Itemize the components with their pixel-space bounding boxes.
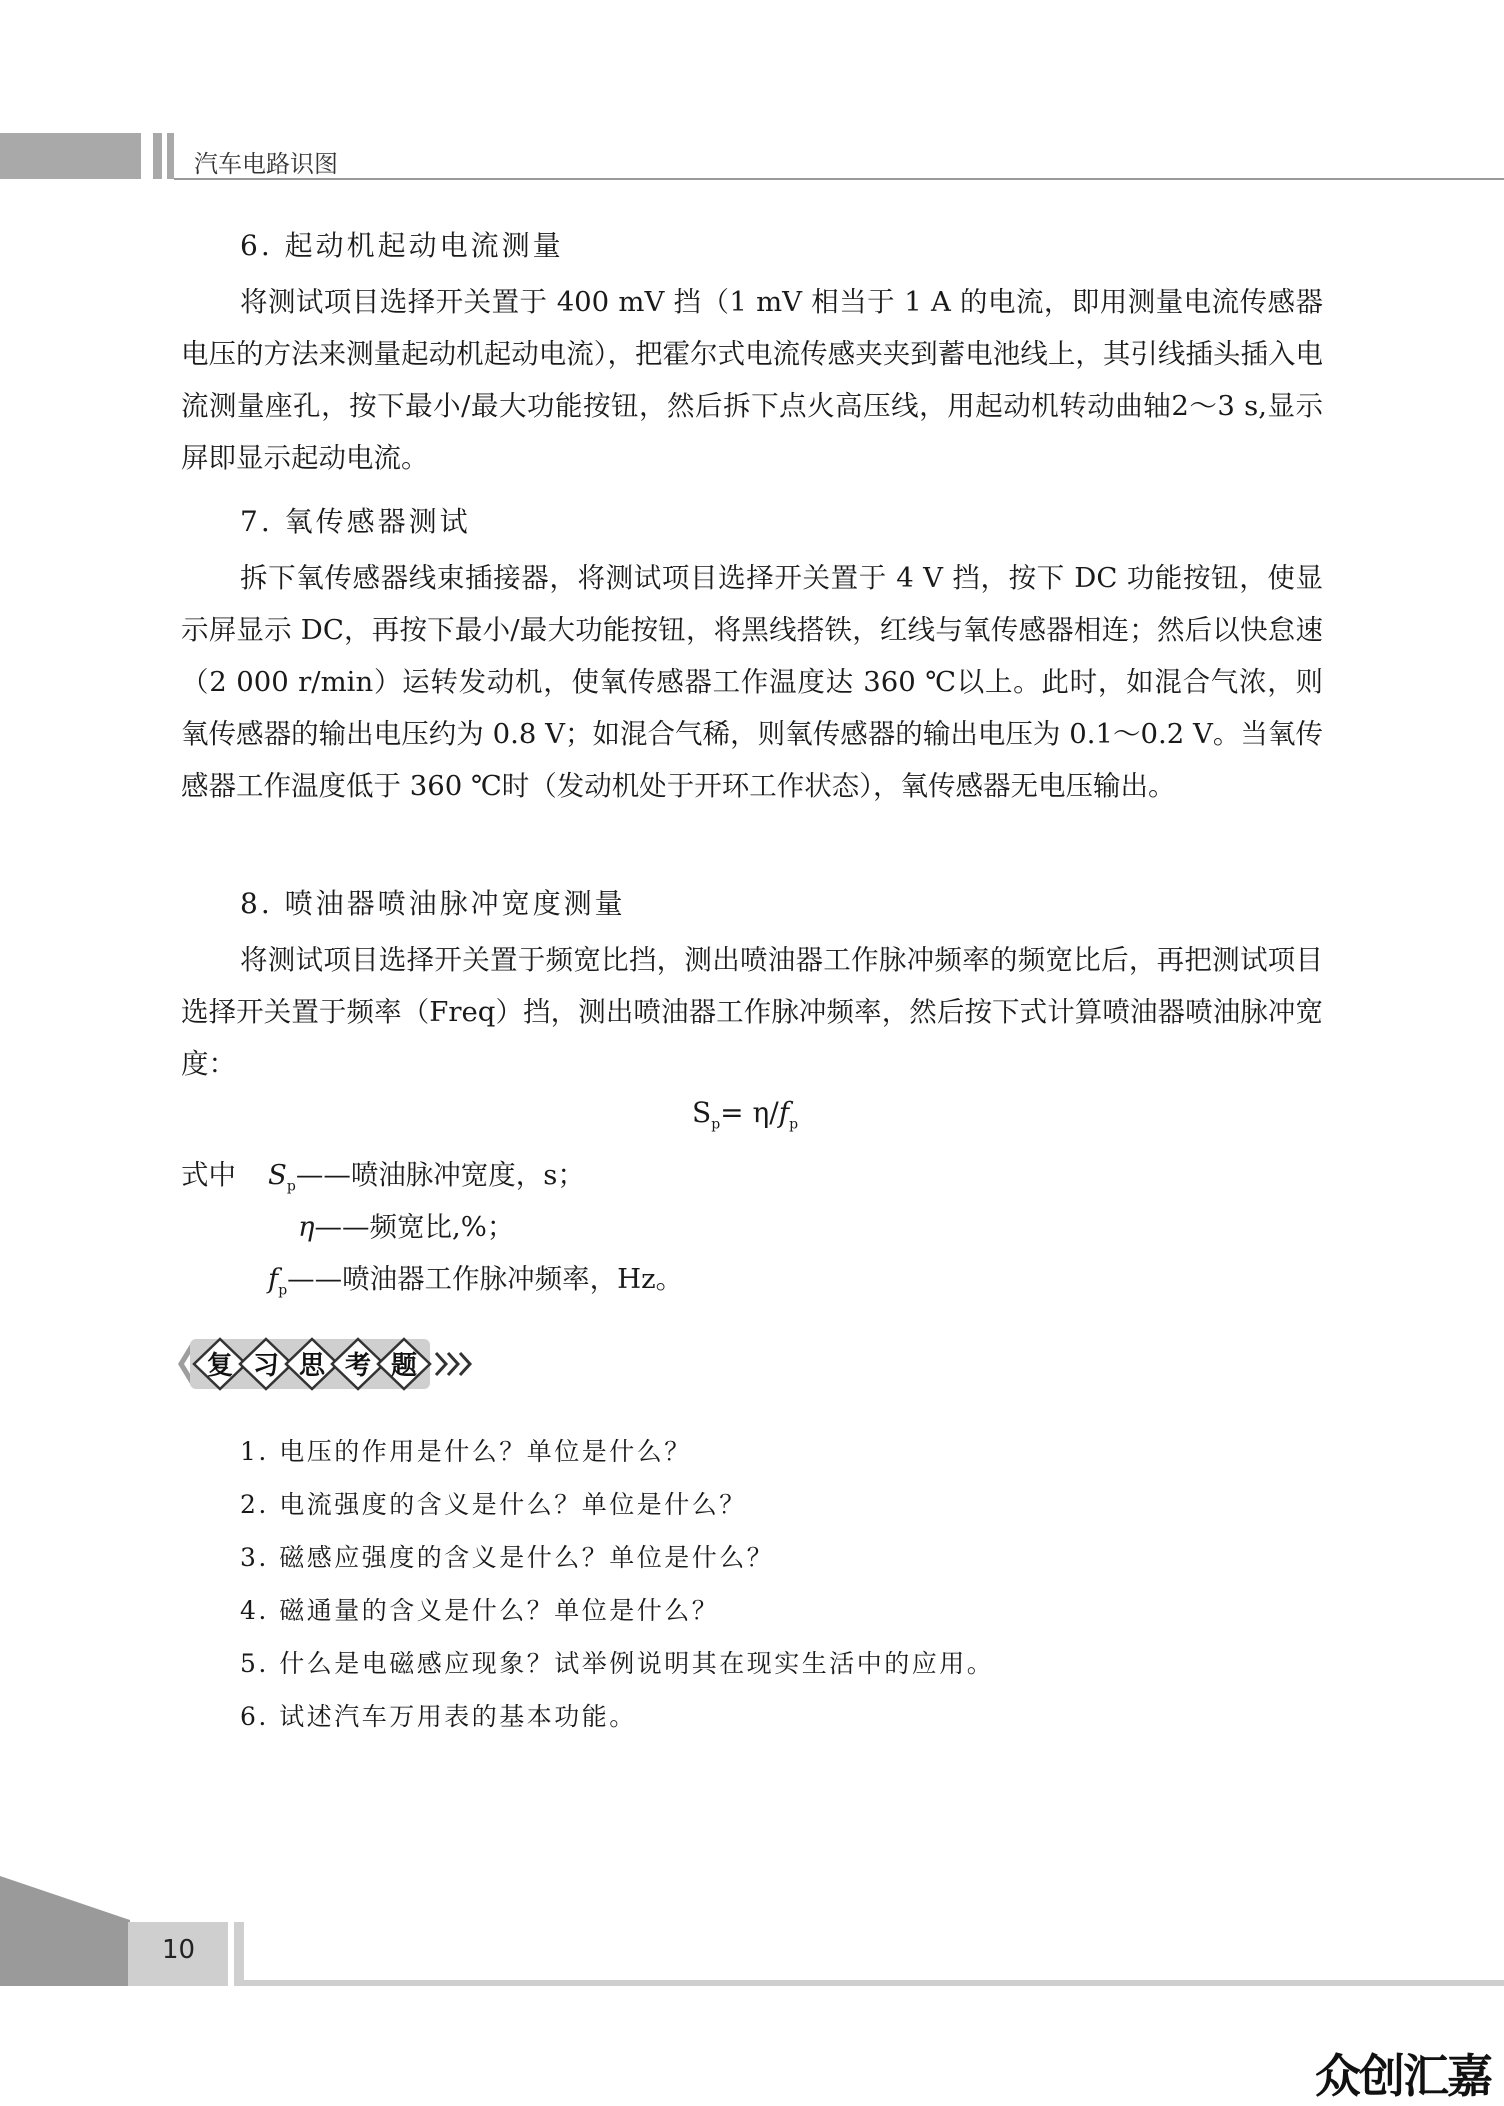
running-header-title: 汽车电路识图 <box>194 150 338 178</box>
definitions-prefix: 式中 <box>181 1159 236 1191</box>
review-question: 2. 电流强度的含义是什么？单位是什么？ <box>240 1490 747 1519</box>
section-heading: 7. 氧传感器测试 <box>240 505 471 538</box>
footer-rule <box>244 1980 1504 1986</box>
section-heading: 8. 喷油器喷油脉冲宽度测量 <box>240 887 626 920</box>
review-questions-badge <box>178 1333 488 1395</box>
review-question: 5. 什么是电磁感应现象？试举例说明其在现实生活中的应用。 <box>240 1649 995 1678</box>
header-band <box>0 133 141 179</box>
badge-char: 思 <box>298 1351 326 1381</box>
section-paragraph: 拆下氧传感器线束插接器，将测试项目选择开关置于 4 V 挡，按下 DC 功能按钮，使显示屏显示 DC，再按下最小/最大功能按钮，将黑线搭铁，红线与氧传感器相连；然后以快怠速（2 000 r/min）运转发动机，使氧传感器工作温度达 360 ℃以上。此时，如混合气浓，则氧传感器的输出电压约为 0.8 V；如混合气稀，则氧传感器的输出电压为 0.1～0.2 V。当氧传感器工作温度低于 360 ℃时（发动机处于开环工作状态），氧传感器无电压输出。 <box>181 562 1323 802</box>
badge-arrows-icon <box>436 1353 470 1375</box>
header-bar <box>167 133 174 179</box>
page-number: 10 <box>162 1935 196 1965</box>
header-bar <box>153 133 162 179</box>
footer-wedge <box>0 1876 130 1986</box>
review-question: 6. 试述汽车万用表的基本功能。 <box>240 1702 637 1731</box>
footer-bar <box>234 1922 244 1986</box>
review-question: 4. 磁通量的含义是什么？单位是什么？ <box>240 1596 720 1625</box>
badge-char: 习 <box>252 1351 280 1381</box>
review-question: 3. 磁感应强度的含义是什么？单位是什么？ <box>240 1543 775 1572</box>
section-heading: 6. 起动机起动电流测量 <box>240 229 564 262</box>
header-rule <box>174 178 1504 180</box>
review-question: 1. 电压的作用是什么？单位是什么？ <box>240 1437 692 1466</box>
definition-item: η——频宽比,%； <box>298 1211 515 1243</box>
definition-item: $S_p——$喷油脉冲宽度，s； <box>268 1159 585 1195</box>
section-paragraph: 将测试项目选择开关置于 400 mV 挡（1 mV 相当于 1 A 的电流，即用测量电流传感器电压的方法来测量起动机起动电流），把霍尔式电流传感夹夹到蓄电池线上，其引线插头插入电流测量座孔，按下最小/最大功能按钮，然后拆下点火高压线，用起动机转动曲轴2～3 s,显示屏即显示起动电流。 <box>181 286 1323 474</box>
badge-char: 考 <box>344 1351 372 1381</box>
watermark-logo: 众创汇嘉 <box>1315 2049 1491 2103</box>
definition-item: $f_p——$喷油器工作脉冲频率，Hz。 <box>268 1263 684 1299</box>
section-paragraph: 将测试项目选择开关置于频宽比挡，测出喷油器工作脉冲频率的频宽比后，再把测试项目选择开关置于频率（Freq）挡，测出喷油器工作脉冲频率，然后按下式计算喷油器喷油脉冲宽度： <box>181 944 1323 1080</box>
badge-char: 题 <box>390 1351 418 1381</box>
footer-graphic <box>0 1870 1504 1990</box>
formula: $S_p= \eta/f_p$ <box>692 1096 799 1133</box>
badge-char: 复 <box>206 1351 234 1381</box>
